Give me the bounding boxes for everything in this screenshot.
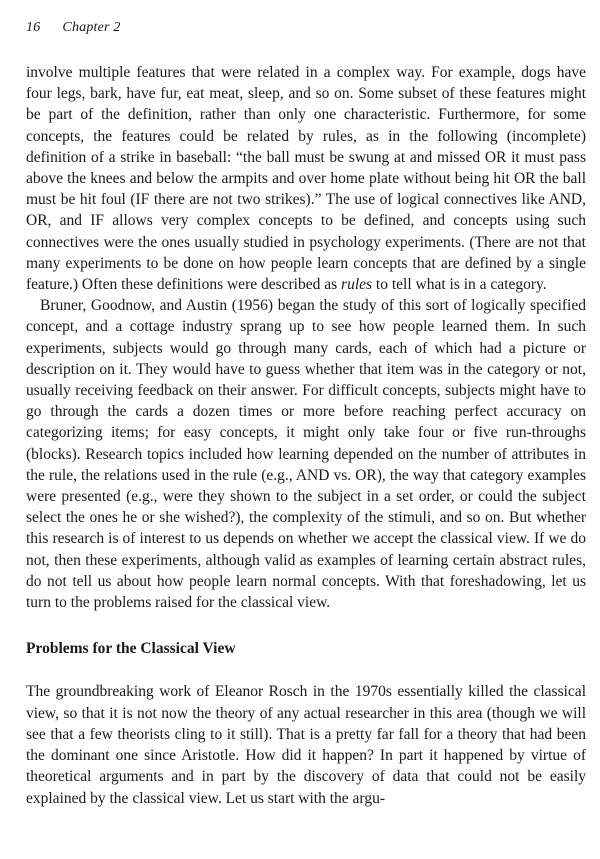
running-head bbox=[26, 20, 121, 36]
paragraph-1-emphasis: rules bbox=[341, 276, 373, 294]
paragraph-1-text-a: involve multiple features that were related in a complex way. For example, dogs have four legs, bark, have fur, eat meat, sleep, and so on. Some subset of these features might be part of the definition, rather than only one characteristic. Furthermore, for some concepts, the features could be related by rules, as in the following (incomplete) definition of a strike in baseball: “the ball must be swung at and missed OR it must pass above the knees and below the armpits and over home plate without being hit OR the ball must be hit foul (IF there are not two strikes).” The use of logical connectives like AND, OR, and IF allows very complex concepts to be defined, and concepts using such connectives were the ones usually studied in psychology experiments. (There are not that many experiments to be done on how people learn concepts that are defined by a single feature.) Often these definitions were described as bbox=[26, 64, 586, 294]
page-number: 16 bbox=[26, 20, 41, 35]
paragraph-3: The groundbreaking work of Eleanor Rosch in the 1970s essentially killed the classical view, so that it is not now the theory of any actual researcher in this area (though we will see that a few theorists cling to it still). That is a pretty far fall for a theory that had been the dominant one since Aristotle. How did it happen? In part it happened by virtue of theoretical arguments and in part by the discovery of data that could not be easily explained by the classical view. Let us start with the argu- bbox=[26, 683, 586, 807]
section-heading: Problems for the Classical View bbox=[26, 640, 236, 658]
chapter-title: Chapter 2 bbox=[62, 20, 121, 35]
paragraph-1-text-b: to tell what is in a category. bbox=[372, 276, 547, 294]
paragraph-1 bbox=[26, 62, 586, 295]
paragraph-2: Bruner, Goodnow, and Austin (1956) began the study of this sort of logically specified concept, and a cottage industry sprang up to see how people learned them. In such experiments, subjects would go through many cards, each of which had a picture or description on it. They would have to guess whether that item was in the category or not, usually receiving feedback on their answer. For difficult concepts, subjects might have to go through the cards a dozen times or more before reaching perfect accuracy on categorizing items; for easy concepts, it might only take four or five run-throughs (blocks). Research topics included how learning depended on the number of attributes in the rule, the relations used in the rule (e.g., AND vs. OR), the way that category examples were presented (e.g., were they shown to the subject in a set order, or could the subject select the ones he or she wished?), the complexity of the stimuli, and so on. But whether this research is of interest to us depends on whether we accept the classical view. If we do not, then these experiments, although valid as examples of learning certain abstract rules, do not tell us about how people learn normal concepts. With that foreshadowing, let us turn to the problems raised for the classical view. bbox=[26, 297, 586, 612]
body-text bbox=[26, 62, 586, 809]
book-page bbox=[26, 0, 586, 859]
